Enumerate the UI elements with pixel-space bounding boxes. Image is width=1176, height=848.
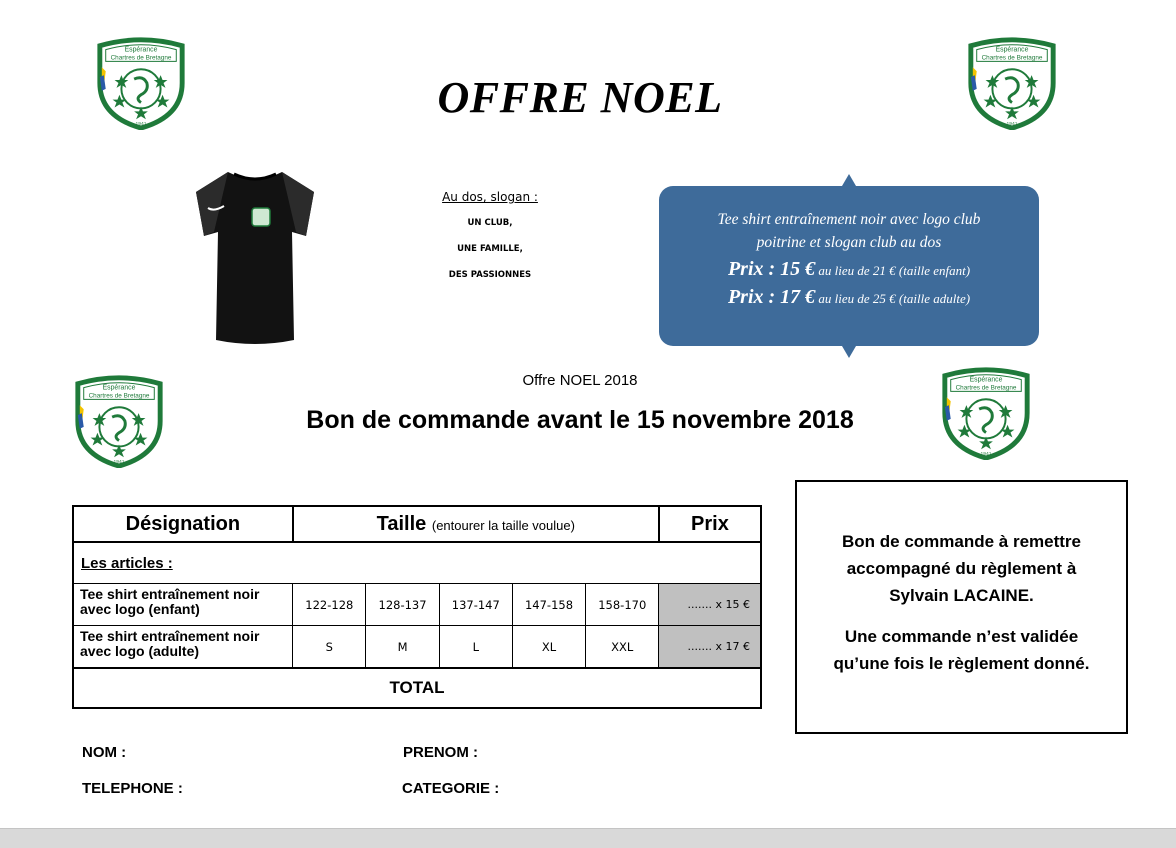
prenom-field-label: PRENOM : (403, 744, 478, 761)
club-crest-top-left (92, 32, 190, 130)
section-label: Les articles : (73, 542, 761, 584)
section-row (73, 542, 761, 584)
svg-text:Espérance: Espérance (995, 46, 1029, 54)
header-taille-note: (entourer la taille voulue) (431, 517, 575, 533)
instructions-line: Sylvain LACAINE. (889, 586, 1034, 605)
categorie-field-label: CATEGORIE : (402, 780, 500, 797)
callout-description: Tee shirt entraînement noir avec logo club (717, 211, 981, 228)
size-option[interactable]: 158-170 (586, 584, 659, 626)
tshirt-image (190, 160, 320, 355)
quantity-price-cell[interactable]: ....... x 17 € (659, 626, 761, 669)
size-option[interactable]: L (439, 626, 512, 669)
size-option[interactable]: 122-128 (293, 584, 366, 626)
header-taille (293, 506, 659, 542)
size-option[interactable]: XXL (586, 626, 659, 669)
svg-text:Espérance: Espérance (969, 376, 1003, 384)
item-label: Tee shirt entraînement noir avec logo (adulte) (73, 626, 293, 669)
club-crest-middle-right (937, 362, 1035, 460)
size-option[interactable]: 147-158 (512, 584, 585, 626)
slogan-block (415, 190, 565, 296)
validation-line: qu’une fois le règlement donné. (833, 654, 1090, 673)
slogan-line: UN CLUB, (467, 218, 513, 228)
adult-price (659, 282, 1039, 314)
size-option[interactable]: XL (512, 626, 585, 669)
instructions-box (795, 480, 1128, 734)
slogan-line: UNE FAMILLE, (457, 244, 523, 254)
total-label: TOTAL (73, 668, 761, 708)
page-title: OFFRE NOEL (437, 73, 723, 122)
telephone-field-label: TELEPHONE : (82, 780, 183, 797)
item-label: Tee shirt entraînement noir avec logo (enfant) (73, 584, 293, 626)
quantity-price-cell[interactable]: ....... x 15 € (659, 584, 761, 626)
callout-description: poitrine et slogan club au dos (756, 234, 942, 251)
offer-year: Offre NOEL 2018 (522, 372, 638, 389)
size-option[interactable]: S (293, 626, 366, 669)
instructions-line: Bon de commande à remettre (841, 532, 1081, 551)
size-option[interactable]: 137-147 (439, 584, 512, 626)
order-table (72, 505, 762, 709)
svg-text:Chartres de Bretagne: Chartres de Bretagne (955, 384, 1017, 392)
instructions-line: accompagné du règlement à (846, 559, 1077, 578)
order-deadline: Bon de commande avant le 15 novembre 2018 (306, 406, 854, 434)
table-row (73, 626, 761, 669)
svg-text:Espérance: Espérance (102, 384, 136, 392)
table-header-row (73, 506, 761, 542)
header-designation: Désignation (73, 506, 293, 542)
adult-price-detail: au lieu de 25 € (taille adulte) (818, 291, 971, 306)
viewer-bottom-bar (0, 828, 1176, 848)
validation-line: Une commande n’est validée (844, 627, 1079, 646)
slogan-line: DES PASSIONNES (448, 270, 532, 280)
size-option[interactable]: 128-137 (366, 584, 439, 626)
adult-price-value: Prix : 17 € (727, 286, 816, 308)
slogan-intro: Au dos, slogan : (442, 190, 538, 204)
svg-text:Chartres de Bretagne: Chartres de Bretagne (88, 392, 150, 400)
svg-text:Chartres de Bretagne: Chartres de Bretagne (981, 54, 1043, 62)
total-row (73, 668, 761, 708)
svg-text:Chartres de Bretagne: Chartres de Bretagne (110, 54, 172, 62)
header-taille-label: Taille (376, 512, 427, 535)
svg-text:1941: 1941 (113, 460, 125, 466)
size-option[interactable]: M (366, 626, 439, 669)
nom-field-label: NOM : (82, 744, 127, 761)
price-callout (659, 186, 1039, 346)
svg-text:1941: 1941 (135, 122, 147, 128)
club-crest-top-right (963, 32, 1061, 130)
svg-text:1941: 1941 (980, 452, 992, 458)
child-price-detail: au lieu de 21 € (taille enfant) (818, 263, 971, 278)
child-price-value: Prix : 15 € (727, 258, 816, 280)
svg-text:Espérance: Espérance (124, 46, 158, 54)
club-crest-middle-left (70, 370, 168, 468)
svg-text:1941: 1941 (1006, 122, 1018, 128)
table-row (73, 584, 761, 626)
header-prix: Prix (659, 506, 761, 542)
